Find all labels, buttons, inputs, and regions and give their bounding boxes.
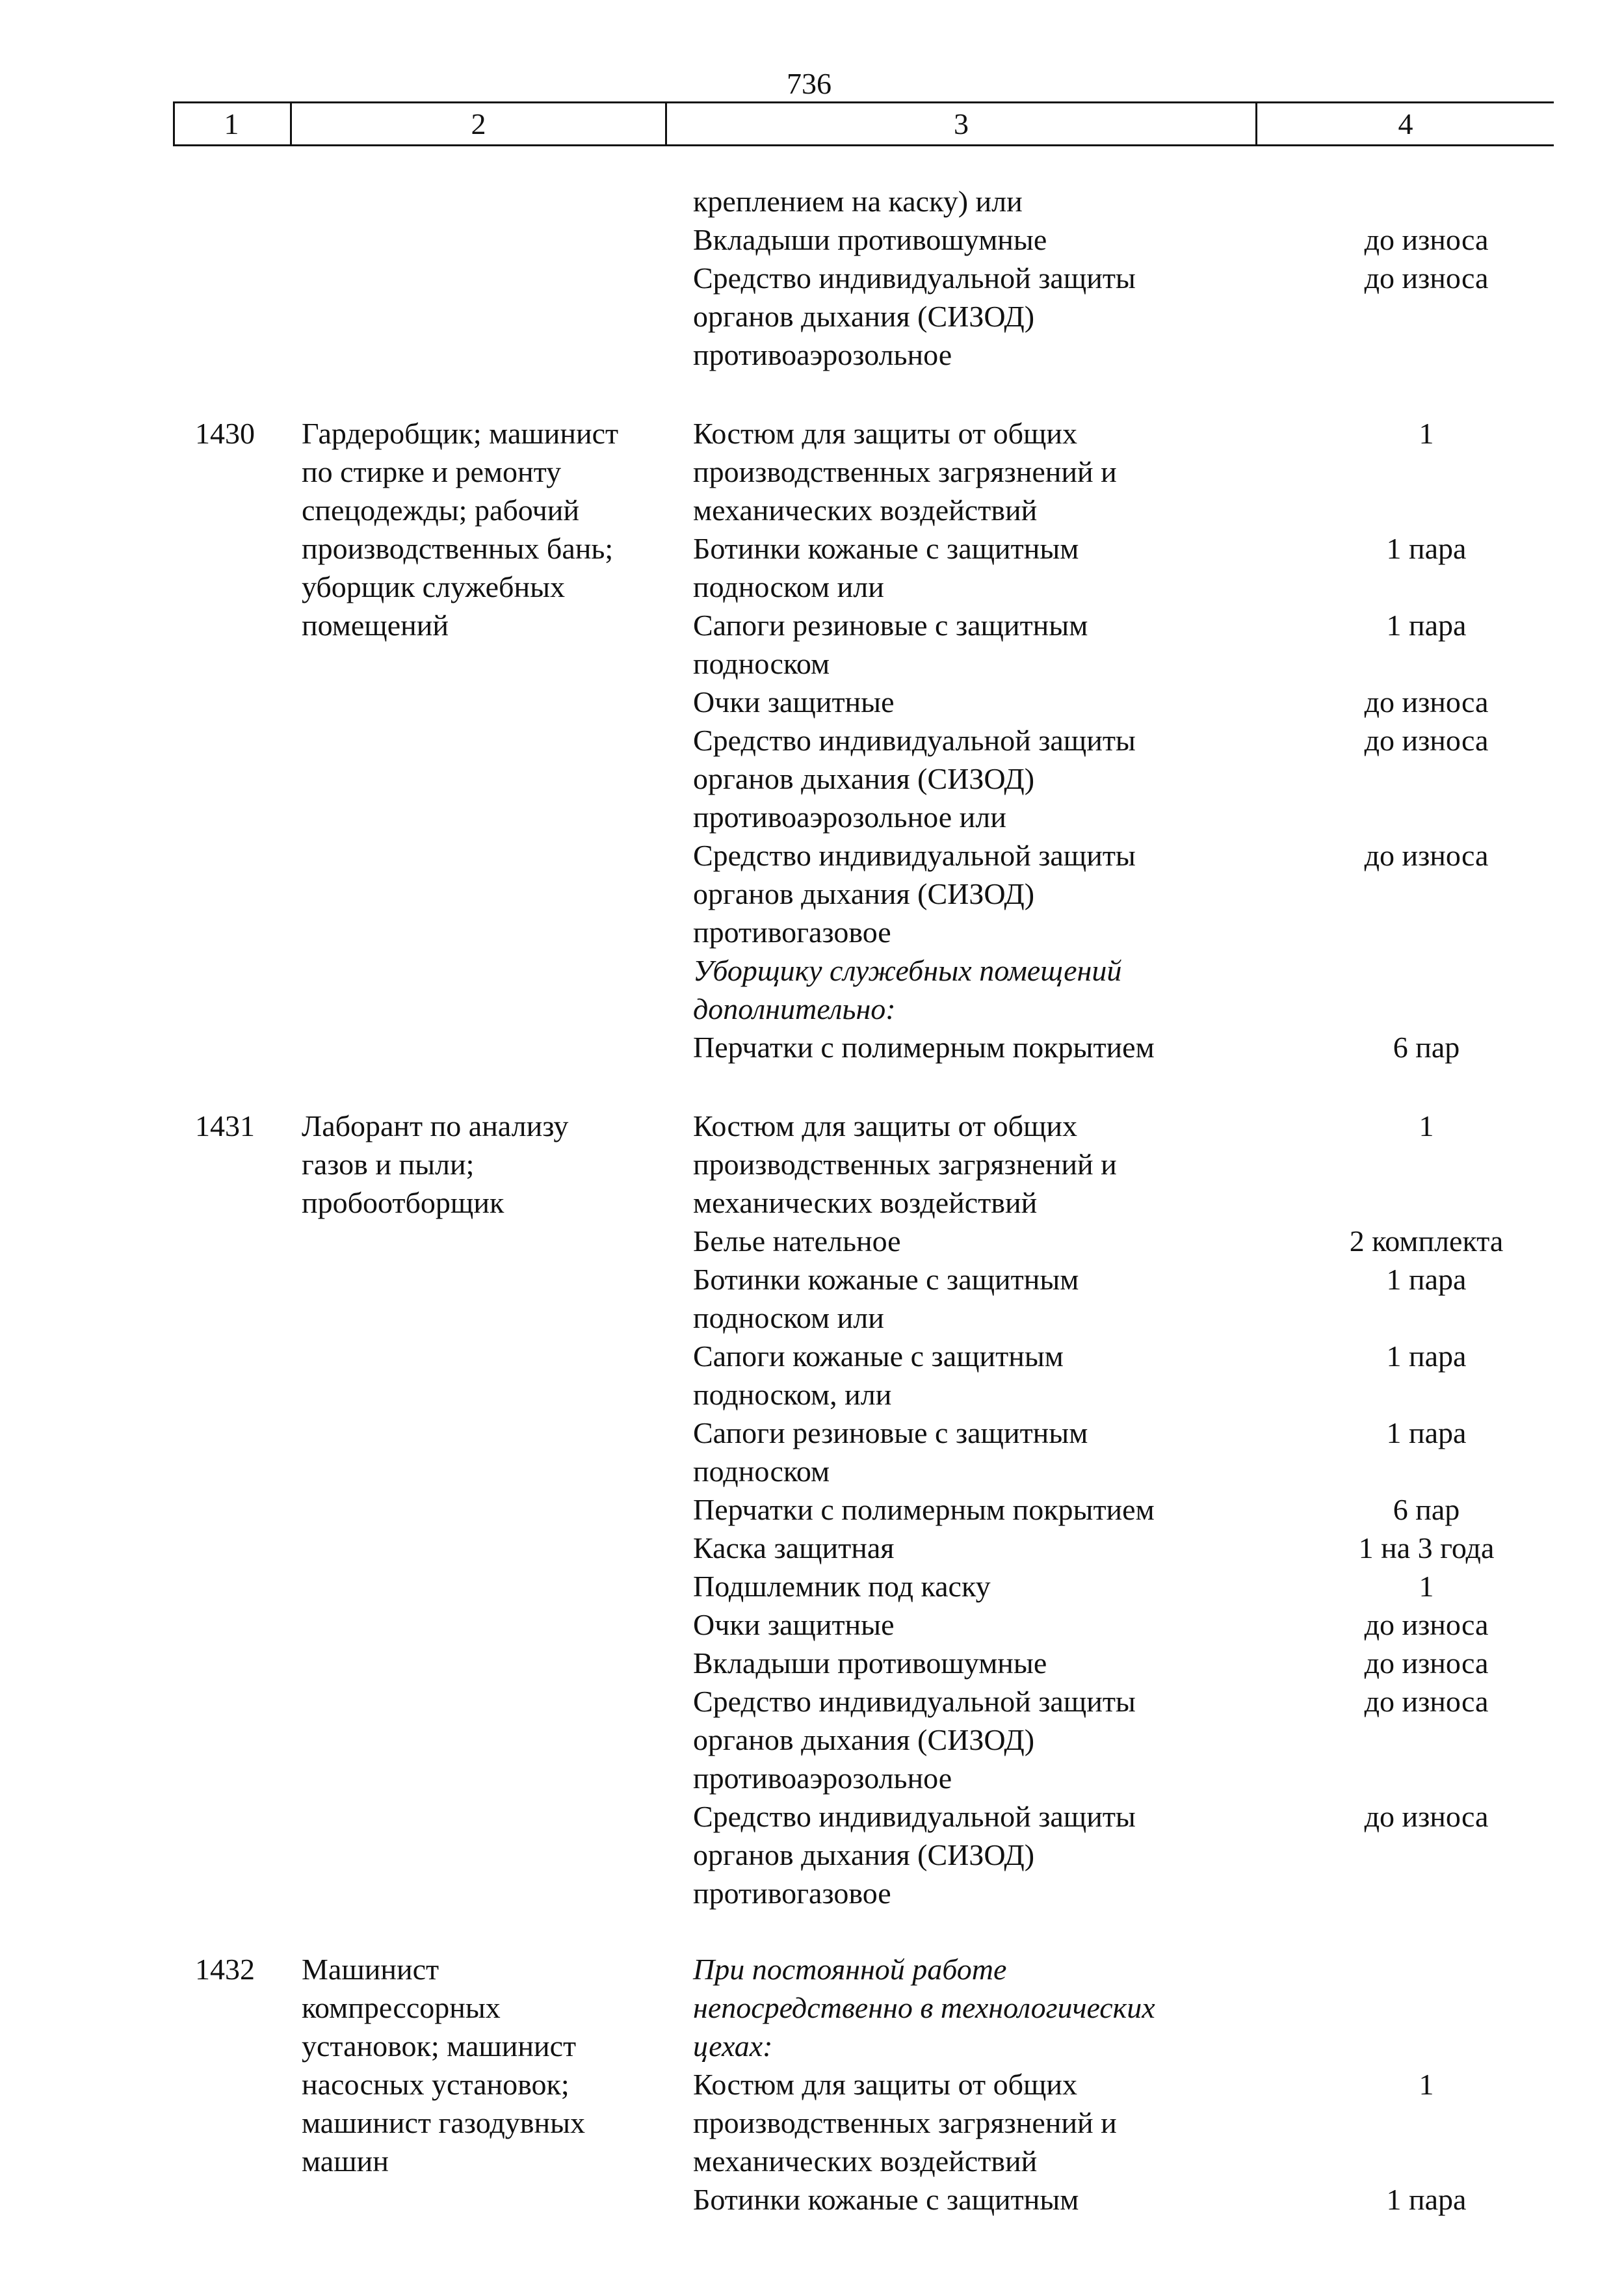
item-line [0,1260,1624,1299]
item-text: Костюм для защиты от общих [693,417,1078,450]
item-text: непосредственно в технологических [693,1991,1155,2024]
item-line [0,1222,1624,1260]
item-line [0,453,1624,491]
item-text: Средство индивидуальной защиты [693,724,1136,757]
item-text: Средство индивидуальной защиты [693,1800,1136,1833]
item-quantity: 1 пара [1386,532,1467,565]
item-line [0,182,1624,220]
item-text: органов дыхания (СИЗОД) [693,1723,1035,1756]
item-line [0,798,1624,836]
item-line [0,759,1624,798]
item-line [0,606,1624,644]
item-line [0,2180,1624,2219]
item-text: креплением на каску) или [693,185,1023,218]
role-line: Лаборант по анализу [302,1109,569,1142]
item-quantity: 1 пара [1386,1416,1467,1449]
role-line: Гардеробщик; машинист [302,417,619,450]
item-quantity: 1 [1419,2068,1434,2101]
item-line [0,259,1624,297]
item-line [0,568,1624,606]
item-text: Белье нательное [693,1224,901,1258]
item-line [0,1874,1624,1912]
item-text: дополнительно: [693,992,896,1025]
item-text: противоаэрозольное [693,1762,952,1795]
item-text: Сапоги резиновые с защитным [693,609,1088,642]
item-text: противогазовое [693,916,891,949]
role-line: по стирке и ремонту [302,455,562,488]
item-text: механических воздействий [693,2144,1038,2178]
item-text: подноском [693,1455,830,1488]
item-text: Вкладыши противошумные [693,1646,1047,1680]
item-quantity: до износа [1364,724,1489,757]
role-line: установок; машинист [302,2029,577,2063]
item-line [0,721,1624,759]
item-text: органов дыхания (СИЗОД) [693,762,1035,795]
table-header-row [173,101,1554,146]
item-line [0,1682,1624,1721]
item-line [0,1567,1624,1605]
item-line [0,1988,1624,2027]
item-line [0,1529,1624,1567]
item-text: Уборщику служебных помещений [693,954,1122,987]
item-text: механических воздействий [693,494,1038,527]
item-line [0,1644,1624,1682]
item-line [0,1490,1624,1529]
role-line: машинист газодувных [302,2106,586,2139]
item-line [0,913,1624,951]
item-quantity: до износа [1364,839,1489,872]
item-text: механических воздействий [693,1186,1038,1219]
item-text: Сапоги резиновые с защитным [693,1416,1088,1449]
header-col-4: 4 [1398,107,1413,140]
item-quantity: 1 пара [1386,1339,1467,1373]
item-text: органов дыхания (СИЗОД) [693,877,1035,910]
item-line [0,1414,1624,1452]
item-line [0,1299,1624,1337]
item-line [0,683,1624,721]
item-text: противогазовое [693,1877,891,1910]
item-line [0,529,1624,568]
item-text: Очки защитные [693,1608,895,1641]
item-text: органов дыхания (СИЗОД) [693,300,1035,333]
role-line: помещений [302,609,449,642]
item-line [0,491,1624,529]
item-line [0,1452,1624,1490]
role-line: спецодежды; рабочий [302,494,579,527]
item-line [0,1183,1624,1222]
item-line [0,2065,1624,2104]
item-line [0,1107,1624,1145]
item-text: противоаэрозольное [693,338,952,371]
item-text: Костюм для защиты от общих [693,1109,1078,1142]
item-line [0,220,1624,259]
item-quantity: до износа [1364,1800,1489,1833]
entry-number: 1432 [195,1953,255,1986]
item-quantity: 1 [1419,1109,1434,1142]
role-line: компрессорных [302,1991,501,2024]
item-line [0,644,1624,683]
item-line [0,1836,1624,1874]
item-text: Костюм для защиты от общих [693,2068,1078,2101]
item-text: производственных загрязнений и [693,2106,1117,2139]
item-line [0,1145,1624,1183]
item-text: Средство индивидуальной защиты [693,839,1136,872]
item-line [0,1721,1624,1759]
item-quantity: до износа [1364,1685,1489,1718]
item-quantity: 1 [1419,1570,1434,1603]
item-quantity: 1 [1419,417,1434,450]
item-quantity: 1 пара [1386,1263,1467,1296]
item-quantity: 1 пара [1386,609,1467,642]
item-text: Очки защитные [693,685,895,719]
item-line [0,1950,1624,1988]
header-col-3: 3 [954,107,969,140]
item-text: Ботинки кожаные с защитным [693,1263,1079,1296]
entry-number: 1431 [195,1109,255,1142]
item-text: Средство индивидуальной защиты [693,1685,1136,1718]
item-text: При постоянной работе [693,1953,1007,1986]
role-line: пробоотборщик [302,1186,504,1219]
item-line [0,875,1624,913]
role-line: машин [302,2144,389,2178]
item-line [0,1797,1624,1836]
item-text: Вкладыши противошумные [693,223,1047,256]
item-quantity: до износа [1364,223,1489,256]
item-quantity: до износа [1364,261,1489,295]
item-line [0,990,1624,1028]
item-quantity: до износа [1364,685,1489,719]
item-text: производственных загрязнений и [693,1148,1117,1181]
entry-number: 1430 [195,417,255,450]
role-line: насосных установок; [302,2068,570,2101]
item-line [0,1759,1624,1797]
role-line: производственных бань; [302,532,614,565]
item-quantity: 6 пар [1393,1031,1460,1064]
item-line [0,1028,1624,1066]
role-line: газов и пыли; [302,1148,475,1181]
item-line [0,414,1624,453]
item-text: подноском [693,647,830,680]
item-text: противоаэрозольное или [693,800,1006,834]
item-text: Ботинки кожаные с защитным [693,532,1079,565]
item-quantity: 1 пара [1386,2183,1467,2216]
item-text: Ботинки кожаные с защитным [693,2183,1079,2216]
item-quantity: 6 пар [1393,1493,1460,1526]
item-line [0,1605,1624,1644]
item-line [0,336,1624,374]
item-text: цехах: [693,2029,773,2063]
item-text: подноском, или [693,1378,892,1411]
item-line [0,1337,1624,1375]
item-quantity: 1 на 3 года [1358,1531,1495,1564]
item-line [0,297,1624,336]
page-number: 736 [787,67,832,100]
item-text: Перчатки с полимерным покрытием [693,1031,1155,1064]
item-quantity: 2 комплекта [1349,1224,1504,1258]
role-line: уборщик служебных [302,570,565,603]
header-col-1: 1 [224,107,239,140]
item-line [0,2104,1624,2142]
item-line [0,2142,1624,2180]
header-col-2: 2 [471,107,486,140]
item-line [0,951,1624,990]
item-line [0,1375,1624,1414]
item-line [0,2027,1624,2065]
item-text: органов дыхания (СИЗОД) [693,1838,1035,1871]
role-line: Машинист [302,1953,439,1986]
item-quantity: до износа [1364,1608,1489,1641]
item-text: Средство индивидуальной защиты [693,261,1136,295]
item-line [0,836,1624,875]
item-text: подноском или [693,570,884,603]
item-text: Подшлемник под каску [693,1570,991,1603]
item-text: Каска защитная [693,1531,895,1564]
item-text: Перчатки с полимерным покрытием [693,1493,1155,1526]
item-text: подноском или [693,1301,884,1334]
item-quantity: до износа [1364,1646,1489,1680]
item-text: производственных загрязнений и [693,455,1117,488]
item-text: Сапоги кожаные с защитным [693,1339,1064,1373]
